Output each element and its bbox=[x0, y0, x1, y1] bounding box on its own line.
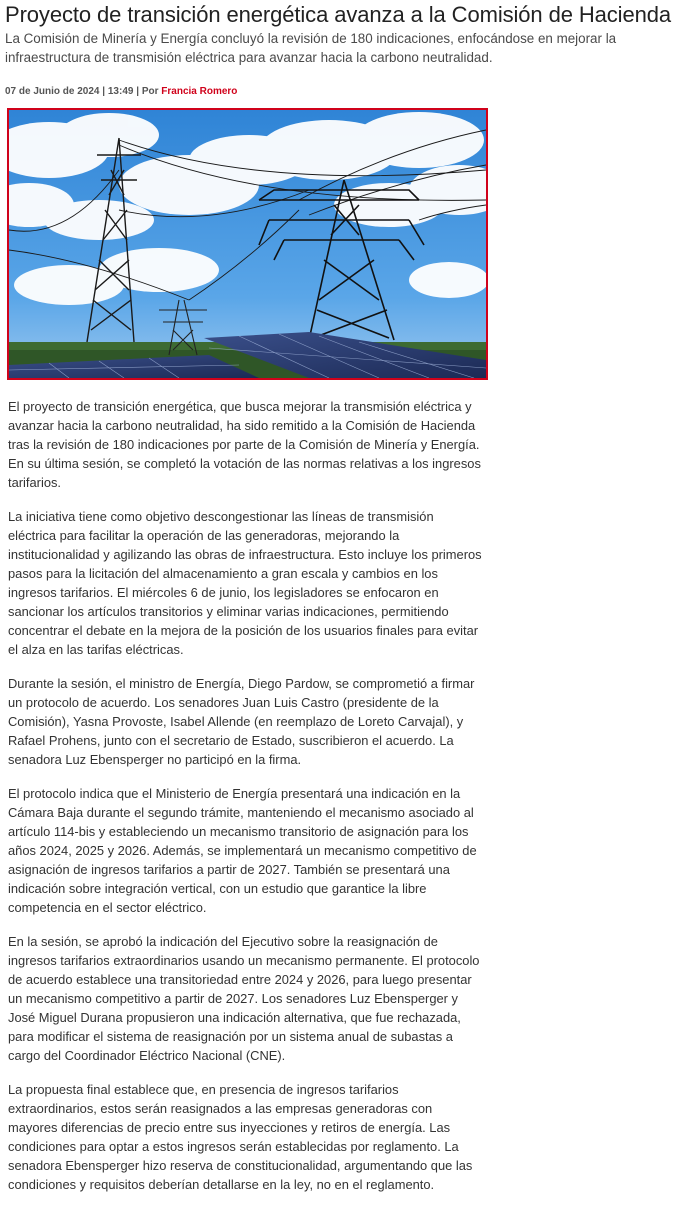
meta-separator: | bbox=[136, 86, 140, 97]
body-paragraph: La propuesta final establece que, en presencia de ingresos tarifarios extraordinarios, estos serán reasignados a las empresas generadoras con mayores diferencias de precio entre sus inyecciones y retiros de energía. Las condiciones para optar a estos ingresos serán establecidas por reglamento. La senadora Ebensperger hizo reserva de constitucionalidad, argumentando que las condiciones y requisitos deberían detallarse en la ley, no en el reglamento. bbox=[8, 1082, 473, 1192]
article-meta bbox=[5, 86, 237, 97]
transmission-towers-solar-image bbox=[9, 110, 486, 378]
body-paragraph: El protocolo indica que el Ministerio de Energía presentará una indicación en la Cámara Baja durante el segundo trámite, manteniendo el mecanismo asociado al artículo 114-bis y estableciendo un mecanismo transitorio de asignación para los años 2024, 2025 y 2026. Además, se implementará un mecanismo competitivo de asignación de ingresos tarifarios a partir de 2027. También se presentará una indicación sobre integración vertical, con un estudio que garantice la libre competencia en el sector eléctrico. bbox=[8, 786, 477, 915]
article-body bbox=[8, 397, 484, 1209]
publish-time: 13:49 bbox=[107, 86, 134, 97]
byline-label: Por bbox=[141, 86, 159, 97]
author-link[interactable]: Francia Romero bbox=[161, 86, 238, 97]
article-lede: La Comisión de Minería y Energía concluyó la revisión de 180 indicaciones, enfocándose en mejorar la infraestructura de transmisión eléctrica para avanzar hacia la carbono neutralidad. bbox=[5, 31, 617, 65]
article-headline: Proyecto de transición energética avanza a la Comisión de Hacienda bbox=[5, 2, 672, 27]
meta-separator: | bbox=[102, 86, 106, 97]
body-paragraph: El proyecto de transición energética, que busca mejorar la transmisión eléctrica y avanzar hacia la carbono neutralidad, ha sido remitido a la Comisión de Hacienda tras la revisión de 180 indicaciones por parte de la Comisión de Minería y Energía. En su última sesión, se completó la votación de las normas relativas a los ingresos tarifarios. bbox=[8, 399, 481, 490]
body-paragraph: Durante la sesión, el ministro de Energía, Diego Pardow, se comprometió a firmar un protocolo de acuerdo. Los senadores Juan Luis Castro (presidente de la Comisión), Yasna Provoste, Isabel Allende (en reemplazo de Loreto Carvajal), y Rafael Prohens, junto con el secretario de Estado, suscribieron el acuerdo. La senadora Luz Ebensperger no participó en la firma. bbox=[8, 676, 475, 767]
publish-date: 07 de Junio de 2024 bbox=[5, 86, 100, 97]
body-paragraph: La iniciativa tiene como objetivo descongestionar las líneas de transmisión eléctrica para facilitar la operación de las generadoras, mejorando la institucionalidad y agilizando las obras de infraestructura. Esto incluye los primeros pasos para la licitación del almacenamiento a gran escala y cambios en los ingresos tarifarios. El miércoles 6 de junio, los legisladores se enfocaron en sancionar los artículos transitorios y eliminar varias indicaciones, permitiendo concentrar el debate en la mejora de la posición de los usuarios finales para evitar el alza en las tarifas eléctricas. bbox=[8, 509, 482, 657]
body-paragraph: En la sesión, se aprobó la indicación del Ejecutivo sobre la reasignación de ingresos tarifarios extraordinarios usando un mecanismo permanente. El protocolo de acuerdo establece una transitoriedad entre 2024 y 2026, para luego presentar un mecanismo competitivo a partir de 2027. Los senadores Luz Ebensperger y José Miguel Durana propusieron una indicación alternativa, que fue rechazada, para modificar el sistema de reasignación por un sistema anual de subastas a cargo del Coordinador Eléctrico Nacional (CNE). bbox=[8, 934, 480, 1063]
hero-image bbox=[7, 108, 488, 380]
